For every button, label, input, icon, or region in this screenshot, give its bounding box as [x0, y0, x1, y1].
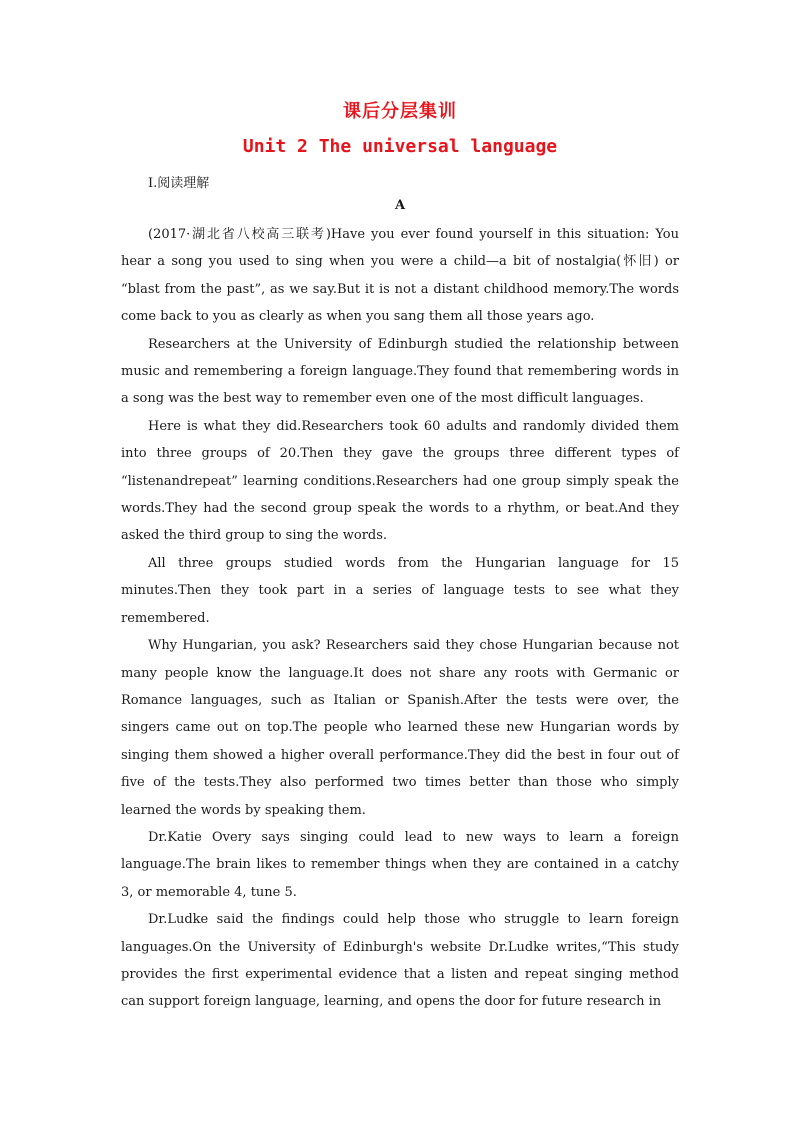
paragraph: Researchers at the University of Edinburgh studied the relationship between music and remembering a foreign language.They found that remembering words in a song was the best way to remember even one of the most difficult languages.: [121, 336, 679, 407]
paragraph: Why Hungarian, you ask? Researchers said they chose Hungarian because not many people know the language.It does not share any roots with Germanic or Romance languages, such as Italian or Spanish.After the tests were over, the singers came out on top.The people who learned these new Hungarian words by singing them showed a higher overall performance.They did the best in four out of five of the tests.They also performed two times better than those who simply learned the words by speaking them.: [121, 638, 679, 818]
paragraph: Dr.Katie Overy says singing could lead to new ways to learn a foreign language.The brain likes to remember things when they are contained in a catchy 3, or memorable 4, tune 5.: [121, 829, 679, 900]
passage-label: A: [394, 198, 406, 213]
paragraph: Here is what they did.Researchers took 60 adults and randomly divided them into three groups of 20.Then they gave the groups three different types of “listenandrepeat” learning conditions.Researchers had one group simply speak the words.They had the second group speak the words to a rhythm, or beat.And they asked the third group to sing the words.: [121, 418, 679, 544]
passage-body: [121, 221, 679, 1016]
paragraph: (2017·湖北省八校高三联考)Have you ever found yourself in this situation: You hear a song you used to sing when you were a child—a bit of nostalgia(怀旧) or “blast from the past”, as we say.But it is not a distant childhood memory.The words come back to you as clearly as when you sang them all those years ago.: [121, 227, 679, 325]
document-title: 课后分层集训: [343, 101, 457, 122]
paragraph: All three groups studied words from the Hungarian language for 15 minutes.Then they took part in a series of language tests to see what they remembered.: [121, 555, 679, 626]
paragraph: Dr.Ludke said the findings could help those who struggle to learn foreign languages.On the University of Edinburgh's website Dr.Ludke writes,“This study provides the first experimental evidence that a listen and repeat singing method can support foreign language, learning, and opens the door for future research in: [121, 912, 679, 1010]
section-heading: Ⅰ.阅读理解: [148, 176, 210, 191]
unit-title: Unit 2 The universal language: [242, 136, 558, 157]
